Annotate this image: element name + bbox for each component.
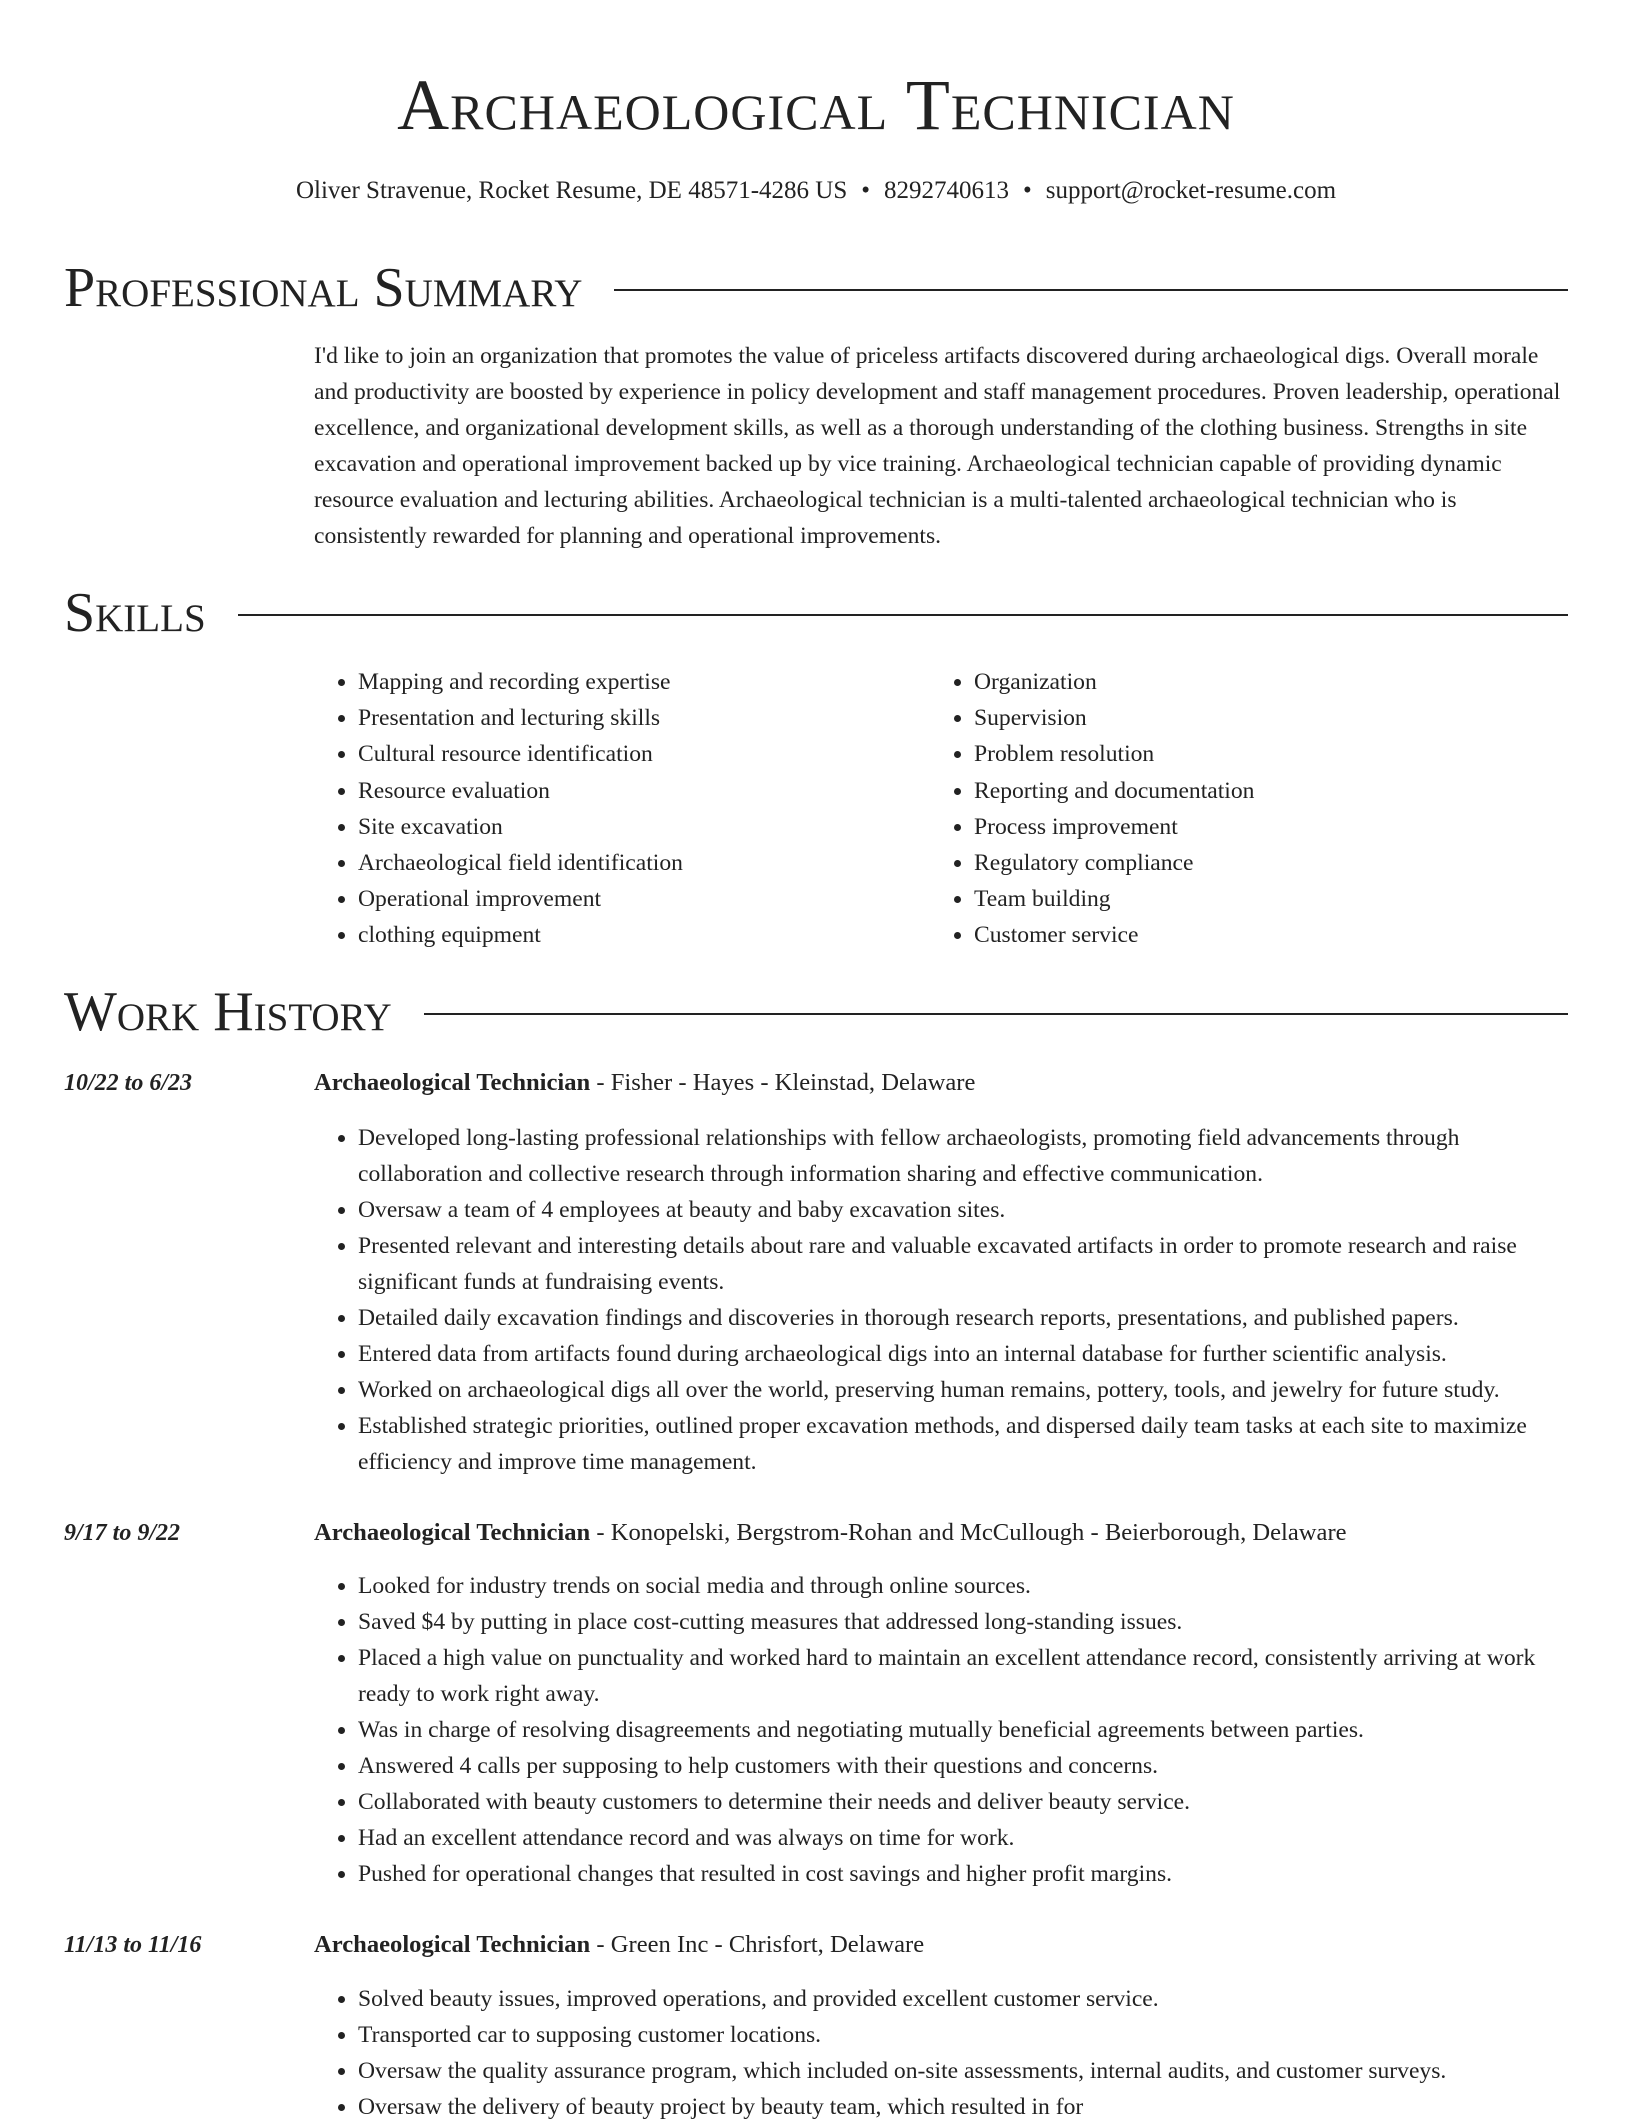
summary-heading: Professional Summary — [64, 257, 583, 319]
skills-section-header — [64, 578, 1568, 648]
job-heading — [314, 1065, 975, 1101]
section-divider — [424, 1013, 1568, 1015]
work-section-header — [64, 977, 1568, 1047]
skills-list-left — [314, 664, 918, 954]
section-divider — [238, 614, 1568, 616]
contact-address: Oliver Stravenue, Rocket Resume, DE 48571-4286 US — [295, 177, 848, 204]
job-employer: - Fisher - Hayes - Kleinstad, Delaware — [590, 1069, 976, 1096]
skill-item: • Customer service — [974, 917, 1534, 953]
job-dates: 9/17 to 9/22 — [64, 1520, 181, 1546]
contact-separator: • — [861, 177, 870, 204]
job-bullet: • Detailed daily excavation findings and discoveries in thorough research reports, presentations, and published papers. — [358, 1300, 1570, 1336]
skill-item: • Resource evaluation — [358, 773, 918, 809]
job-bullet: • Established strategic priorities, outlined proper excavation methods, and dispersed daily team tasks at each site to maximize efficiency and improve time management. — [358, 1408, 1570, 1480]
contact-email: support@rocket-resume.com — [1045, 177, 1337, 204]
summary-text: I'd like to join an organization that promotes the value of priceless artifacts discovered during archaeological digs. Overall morale and productivity are boosted by experience in policy development and staff management procedures. Proven leadership, operational excellence, and organizational development skills, as well as a thorough understanding of the clothing business. Strengths in site excavation and operational improvement backed up by vice training. Archaeological technician capable of providing dynamic resource evaluation and lecturing abilities. Archaeological technician is a multi-talented archaeological technician who is consistently rewarded for planning and operational improvements. — [314, 343, 1561, 549]
job-heading — [314, 1515, 1347, 1551]
job-heading — [314, 1927, 924, 1963]
job-employer: - Konopelski, Bergstrom-Rohan and McCullough - Beierborough, Delaware — [590, 1519, 1347, 1546]
job-bullet: • Oversaw the quality assurance program, which included on-site assessments, internal audits, and customer surveys. — [358, 2053, 1570, 2089]
skill-item: • Problem resolution — [974, 736, 1534, 772]
job-bullet: • Solved beauty issues, improved operations, and provided excellent customer service. — [358, 1981, 1570, 2017]
job-bullet: • Answered 4 calls per supposing to help customers with their questions and concerns. — [358, 1748, 1570, 1784]
skill-item: • Archaeological field identification — [358, 845, 918, 881]
skill-item: • Mapping and recording expertise — [358, 664, 918, 700]
job-bullet: • Saved $4 by putting in place cost-cutting measures that addressed long-standing issues. — [358, 1604, 1570, 1640]
contact-line — [0, 174, 1632, 208]
job-title: Archaeological Technician — [314, 1931, 591, 1958]
job-bullet-list — [314, 1120, 1570, 1480]
job-title: Archaeological Technician — [314, 1069, 591, 1096]
section-divider — [614, 289, 1568, 291]
contact-separator: • — [1023, 177, 1032, 204]
work-heading: Work History — [64, 981, 392, 1043]
skill-item: • Organization — [974, 664, 1534, 700]
skill-item: • Process improvement — [974, 809, 1534, 845]
job-bullet: • Entered data from artifacts found during archaeological digs into an internal database for further scientific analysis. — [358, 1336, 1570, 1372]
resume-name: Archaeological Technician — [397, 65, 1235, 145]
skill-item: • Team building — [974, 881, 1534, 917]
job-bullet: • Developed long-lasting professional relationships with fellow archaeologists, promoting field advancements through collaboration and collective research through information sharing and effective communication. — [358, 1120, 1570, 1192]
job-bullet-list — [314, 1568, 1570, 1892]
skills-list-right — [930, 664, 1534, 954]
job-bullet-list — [314, 1981, 1570, 2125]
job-bullet: • Had an excellent attendance record and was always on time for work. — [358, 1820, 1570, 1856]
job-bullet: • Worked on archaeological digs all over the world, preserving human remains, pottery, tools, and jewelry for future study. — [358, 1372, 1570, 1408]
skill-item: • Presentation and lecturing skills — [358, 700, 918, 736]
skill-item: • Reporting and documentation — [974, 773, 1534, 809]
job-bullet: • Looked for industry trends on social media and through online sources. — [358, 1568, 1570, 1604]
skill-item: • Operational improvement — [358, 881, 918, 917]
job-bullet: • Presented relevant and interesting details about rare and valuable excavated artifacts in order to promote research and raise significant funds at fundraising events. — [358, 1228, 1570, 1300]
job-bullet: • Oversaw the delivery of beauty project by beauty team, which resulted in for — [358, 2089, 1570, 2125]
job-bullet: • Transported car to supposing customer locations. — [358, 2017, 1570, 2053]
job-employer: - Green Inc - Chrisfort, Delaware — [590, 1931, 925, 1958]
job-bullet: • Was in charge of resolving disagreements and negotiating mutually beneficial agreements between parties. — [358, 1712, 1570, 1748]
job-bullet: • Pushed for operational changes that resulted in cost savings and higher profit margins. — [358, 1856, 1570, 1892]
summary-section-header — [64, 253, 1568, 323]
skill-item: • clothing equipment — [358, 917, 918, 953]
contact-phone: 8292740613 — [884, 177, 1009, 204]
skill-item: • Cultural resource identification — [358, 736, 918, 772]
job-dates: 10/22 to 6/23 — [64, 1070, 193, 1096]
skills-heading: Skills — [64, 582, 206, 644]
skill-item: • Regulatory compliance — [974, 845, 1534, 881]
skill-item: • Supervision — [974, 700, 1534, 736]
job-dates: 11/13 to 11/16 — [64, 1932, 202, 1958]
job-bullet: • Oversaw a team of 4 employees at beauty and baby excavation sites. — [358, 1192, 1570, 1228]
job-title: Archaeological Technician — [314, 1519, 591, 1546]
job-bullet: • Collaborated with beauty customers to determine their needs and deliver beauty service. — [358, 1784, 1570, 1820]
job-bullet: • Placed a high value on punctuality and worked hard to maintain an excellent attendance record, consistently arriving at work ready to work right away. — [358, 1640, 1570, 1712]
skill-item: • Site excavation — [358, 809, 918, 845]
